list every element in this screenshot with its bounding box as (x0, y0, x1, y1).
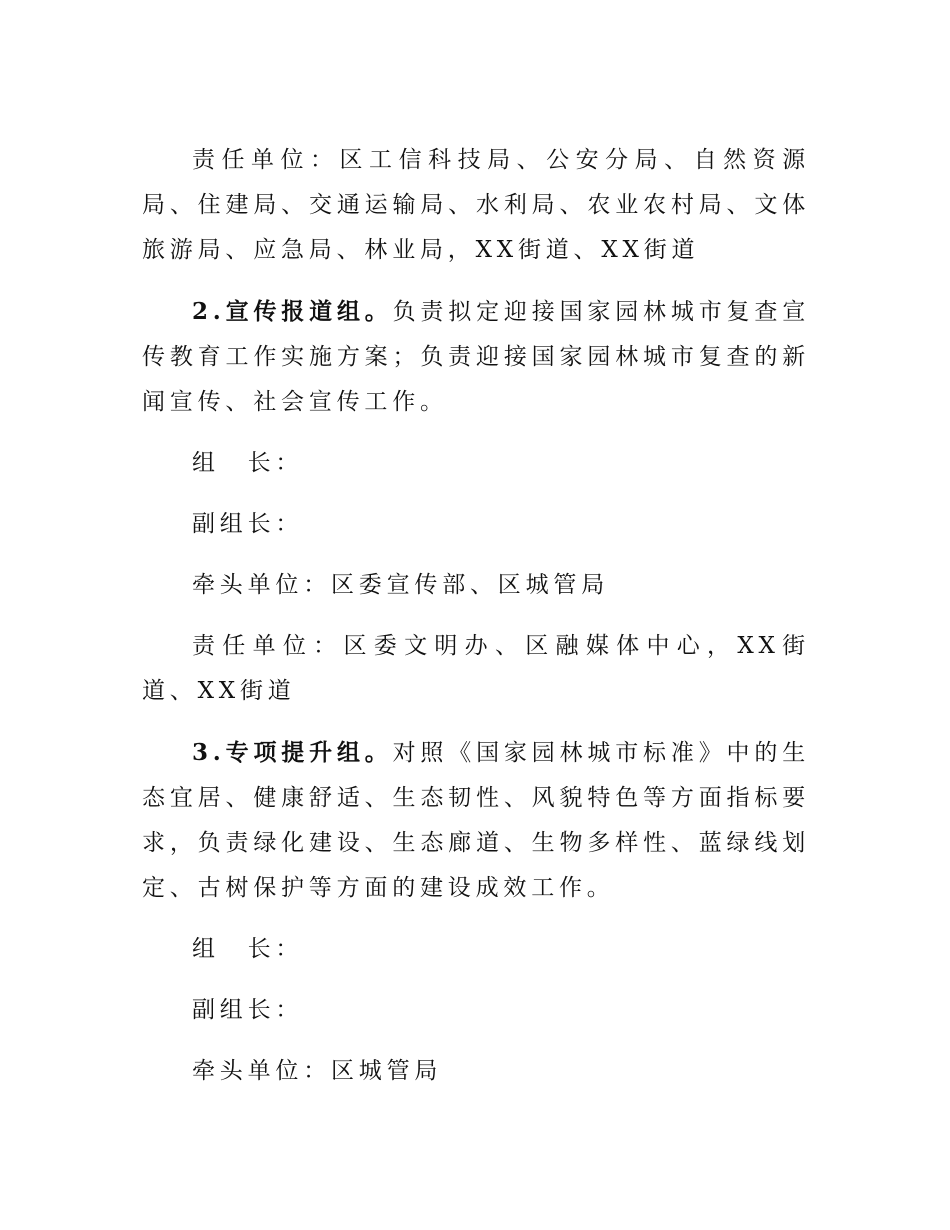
deputy-leader-line (142, 502, 810, 547)
leader-line (142, 927, 810, 972)
section-body-text: 对照《国家园林城市标准》中的生态宜居、健康舒适、生态韧性、风貌特色等方面指标要求，负责绿化建设、生态廊道、生物多样性、蓝绿线划定、古树保护等方面的建设成效工作。 (142, 740, 810, 901)
section-heading-paragraph (142, 289, 810, 425)
responsible-units-text: 责任单位：区工信科技局、公安分局、自然资源局、住建局、交通运输局、水利局、农业农村局、文体旅游局、应急局、林业局，XX街道、XX街道 (142, 147, 810, 263)
lead-unit-text: 牵头单位：区城管局 (192, 1058, 443, 1084)
section-body-text: 负责拟定迎接国家园林城市复查宣传教育工作实施方案；负责迎接国家园林城市复查的新闻宣传、社会宣传工作。 (142, 299, 810, 415)
responsible-units-paragraph (142, 138, 810, 273)
deputy-leader-label: 副组长： (192, 997, 304, 1023)
deputy-leader-label: 副组长： (192, 511, 304, 537)
document-body (142, 138, 810, 1110)
lead-unit-line (142, 563, 810, 608)
section-heading: 3.专项提升组。 (192, 739, 393, 766)
lead-unit-line (142, 1049, 810, 1094)
section-heading: 2.宣传报道组。 (192, 298, 393, 325)
leader-label: 组 长： (192, 450, 304, 476)
leader-label: 组 长： (192, 936, 304, 962)
responsible-units-text: 责任单位：区委文明办、区融媒体中心，XX街道、XX街道 (142, 633, 810, 704)
lead-unit-text: 牵头单位：区委宣传部、区城管局 (192, 572, 609, 598)
responsible-units-paragraph (142, 624, 810, 714)
leader-line (142, 441, 810, 486)
deputy-leader-line (142, 988, 810, 1033)
section-heading-paragraph (142, 730, 810, 911)
